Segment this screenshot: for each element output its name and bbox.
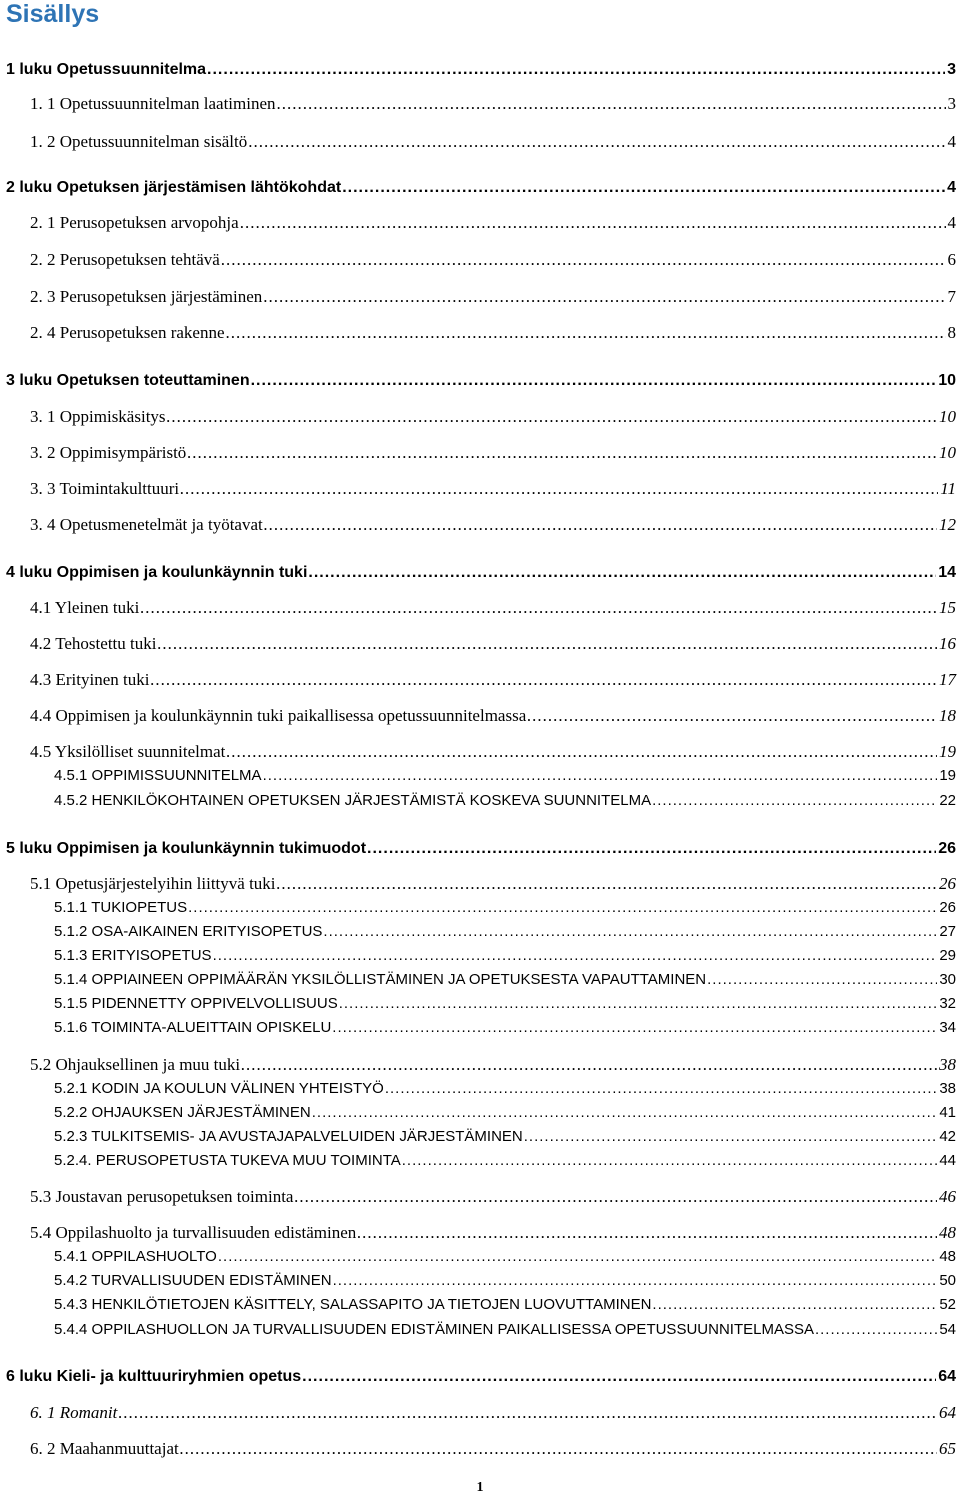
leader-dots <box>157 632 937 656</box>
toc-entry-label: 5.1.4 OPPIAINEEN OPPIMÄÄRÄN YKSILÖLLISTÄMINEN JA OPETUKSESTA VAPAUTTAMINEN <box>54 971 707 988</box>
toc-entry-label: 6. 2 Maahanmuuttajat <box>30 1439 179 1458</box>
toc-entry-3-4[interactable] <box>0 513 960 537</box>
toc-entry-page: 22 <box>939 792 956 809</box>
toc-entry-label: 5.2 Ohjauksellinen ja muu tuki <box>30 1055 241 1074</box>
toc-entry-label: 5.2.2 OHJAUKSEN JÄRJESTÄMINEN <box>54 1104 311 1121</box>
toc-entry-label: 5.4.2 TURVALLISUUDEN EDISTÄMINEN <box>54 1272 332 1289</box>
leader-dots <box>527 704 937 728</box>
toc-entry-page: 3 <box>947 61 956 78</box>
toc-entry-page: 44 <box>939 1152 956 1169</box>
leader-dots <box>707 968 937 992</box>
leader-dots <box>277 92 946 116</box>
toc-entry-5-3[interactable] <box>0 1185 960 1209</box>
toc-entry-page: 8 <box>947 323 956 342</box>
leader-dots <box>180 1437 937 1461</box>
page-number: 1 <box>476 1480 484 1495</box>
toc-entry-page: 7 <box>947 287 956 306</box>
toc-entry-page: 34 <box>939 1019 956 1036</box>
toc-entry-page: 27 <box>939 923 956 940</box>
toc-entry-label: 4.2 Tehostettu tuki <box>30 634 157 653</box>
toc-entry-label: 5.1.3 ERITYISOPETUS <box>54 947 212 964</box>
toc-entry-page: 16 <box>939 634 956 653</box>
toc-entry-page: 4 <box>947 213 956 232</box>
toc-entry-5-4-1[interactable] <box>0 1245 960 1269</box>
toc-entry-5-1-5[interactable] <box>0 992 960 1016</box>
toc-entry-page: 42 <box>939 1128 956 1145</box>
toc-entry-page: 17 <box>939 670 956 689</box>
toc-entry-label: 3. 2 Oppimisympäristö <box>30 443 187 462</box>
toc-entry-5-2-1[interactable] <box>0 1077 960 1101</box>
toc-entry-4-1[interactable] <box>0 596 960 620</box>
toc-entry-chapter-6[interactable] <box>0 1365 960 1389</box>
toc-entry-label: 2. 3 Perusopetuksen järjestäminen <box>30 287 263 306</box>
toc-entry-label: 5.3 Joustavan perusopetuksen toiminta <box>30 1187 294 1206</box>
toc-entry-5-1-4[interactable] <box>0 968 960 992</box>
toc-entry-label: 4.1 Yleinen tuki <box>30 598 140 617</box>
toc-entry-label: 4 luku Oppimisen ja koulunkäynnin tuki <box>6 564 308 581</box>
toc-entry-page: 4 <box>947 132 956 151</box>
toc-entry-label: 5.1.1 TUKIOPETUS <box>54 899 188 916</box>
leader-dots <box>302 1365 936 1389</box>
leader-dots <box>167 405 937 429</box>
toc-entry-page: 19 <box>939 767 956 784</box>
toc-entry-1-2[interactable] <box>0 130 960 154</box>
toc-entry-chapter-5[interactable] <box>0 837 960 861</box>
toc-entry-label: 5.2.4. PERUSOPETUSTA TUKEVA MUU TOIMINTA <box>54 1152 401 1169</box>
toc-entry-2-3[interactable] <box>0 285 960 309</box>
toc-entry-5-2-2[interactable] <box>0 1101 960 1125</box>
toc-entry-page: 10 <box>938 372 956 389</box>
leader-dots <box>652 1293 937 1317</box>
toc-entry-page: 19 <box>939 742 956 761</box>
toc-entry-label: 3. 4 Opetusmenetelmät ja työtavat <box>30 515 263 534</box>
toc-entry-label: 5.2.1 KODIN JA KOULUN VÄLINEN YHTEISTYÖ <box>54 1080 384 1097</box>
toc-entry-page: 4 <box>947 179 956 196</box>
toc-entry-label: 2. 4 Perusopetuksen rakenne <box>30 323 225 342</box>
toc-entry-label: 5.4.4 OPPILASHUOLLON JA TURVALLISUUDEN EDISTÄMINEN PAIKALLISESSA OPETUSSUUNNITELMASSA <box>54 1321 814 1338</box>
leader-dots <box>312 1101 938 1125</box>
leader-dots <box>207 58 945 82</box>
toc-entry-chapter-2[interactable] <box>0 176 960 200</box>
toc-entry-label: 5 luku Oppimisen ja koulunkäynnin tukimuodot <box>6 840 367 857</box>
toc-entry-4-5-1[interactable] <box>0 764 960 788</box>
toc-entry-2-4[interactable] <box>0 321 960 345</box>
toc-entry-label: 3 luku Opetuksen toteuttaminen <box>6 372 250 389</box>
toc-entry-page: 29 <box>939 947 956 964</box>
toc-entry-4-3[interactable] <box>0 668 960 692</box>
toc-entry-4-5-2[interactable] <box>0 789 960 813</box>
toc-entry-label: 2. 1 Perusopetuksen arvopohja <box>30 213 239 232</box>
toc-entry-label: 5.2.3 TULKITSEMIS- JA AVUSTAJAPALVELUIDEN JÄRJESTÄMINEN <box>54 1128 523 1145</box>
toc-entry-page: 38 <box>939 1055 956 1074</box>
toc-entry-5-1-6[interactable] <box>0 1016 960 1040</box>
toc-entry-label: 2 luku Opetuksen järjestämisen lähtökohdat <box>6 179 342 196</box>
toc-entry-5-1[interactable] <box>0 872 960 896</box>
toc-entry-5-4[interactable] <box>0 1221 960 1245</box>
toc-entry-page: 32 <box>939 995 956 1012</box>
toc-entry-3-2[interactable] <box>0 441 960 465</box>
toc-entry-page: 26 <box>939 899 956 916</box>
toc-entry-label: 4.4 Oppimisen ja koulunkäynnin tuki paikallisessa opetussuunnitelmassa <box>30 706 527 725</box>
leader-dots <box>294 1185 937 1209</box>
toc-entry-label: 1 luku Opetussuunnitelma <box>6 61 207 78</box>
leader-dots <box>187 441 937 465</box>
toc-entry-3-1[interactable] <box>0 405 960 429</box>
toc-entry-page: 26 <box>939 874 956 893</box>
toc-entry-label: 5.4.3 HENKILÖTIETOJEN KÄSITTELY, SALASSAPITO JA TIETOJEN LUOVUTTAMINEN <box>54 1296 652 1313</box>
leader-dots <box>251 369 937 393</box>
leader-dots <box>248 130 945 154</box>
toc-entry-label: 5.1.6 TOIMINTA-ALUEITTAIN OPISKELU <box>54 1019 332 1036</box>
toc-entry-page: 54 <box>939 1321 956 1338</box>
toc-entry-label: 1. 2 Opetussuunnitelman sisältö <box>30 132 248 151</box>
leader-dots <box>263 285 945 309</box>
toc-entry-5-4-4[interactable] <box>0 1318 960 1342</box>
leader-dots <box>277 872 937 896</box>
toc-entry-3-3[interactable] <box>0 477 960 501</box>
toc-entry-6-1[interactable] <box>0 1401 960 1425</box>
leader-dots <box>140 596 937 620</box>
leader-dots <box>652 789 937 813</box>
leader-dots <box>339 992 938 1016</box>
leader-dots <box>333 1269 938 1293</box>
toc-entry-page: 52 <box>939 1296 956 1313</box>
leader-dots <box>240 211 946 235</box>
toc-entry-page: 46 <box>939 1187 956 1206</box>
toc-entry-label: 4.5.1 OPPIMISSUUNNITELMA <box>54 767 262 784</box>
toc-entry-page: 64 <box>939 1403 956 1422</box>
toc-entry-label: 5.4 Oppilashuolto ja turvallisuuden edistäminen <box>30 1223 357 1242</box>
leader-dots <box>342 176 945 200</box>
toc-entry-page: 64 <box>938 1368 956 1385</box>
toc-entry-label: 5.1 Opetusjärjestelyihin liittyvä tuki <box>30 874 276 893</box>
leader-dots <box>226 321 946 345</box>
toc-entry-4-2[interactable] <box>0 632 960 656</box>
toc-entry-page: 38 <box>939 1080 956 1097</box>
toc-entry-label: 4.5 Yksilölliset suunnitelmat <box>30 742 226 761</box>
toc-entry-label: 3. 3 Toimintakulttuuri <box>30 479 180 498</box>
leader-dots <box>402 1149 938 1173</box>
toc-entry-page: 12 <box>939 515 956 534</box>
toc-entry-5-1-2[interactable] <box>0 920 960 944</box>
leader-dots <box>118 1401 937 1425</box>
leader-dots <box>213 944 938 968</box>
toc-entry-page: 48 <box>939 1248 956 1265</box>
leader-dots <box>308 561 936 585</box>
toc-entry-label: 3. 1 Oppimiskäsitys <box>30 407 166 426</box>
toc-entry-label: 5.1.5 PIDENNETTY OPPIVELVOLLISUUS <box>54 995 338 1012</box>
leader-dots <box>367 837 936 861</box>
leader-dots <box>150 668 937 692</box>
toc-entry-chapter-1[interactable] <box>0 58 960 82</box>
leader-dots <box>815 1318 937 1342</box>
toc-entry-label: 5.4.1 OPPILASHUOLTO <box>54 1248 217 1265</box>
leader-dots <box>357 1221 937 1245</box>
toc-entry-4-4[interactable] <box>0 704 960 728</box>
page-title: Sisällys <box>6 0 100 28</box>
toc-entry-label: 5.1.2 OSA-AIKAINEN ERITYISOPETUS <box>54 923 323 940</box>
toc-entry-5-2[interactable] <box>0 1053 960 1077</box>
toc-entry-label: 2. 2 Perusopetuksen tehtävä <box>30 250 220 269</box>
leader-dots <box>226 740 937 764</box>
toc-entry-label: 1. 1 Opetussuunnitelman laatiminen <box>30 94 276 113</box>
leader-dots <box>263 764 938 788</box>
toc-entry-page: 26 <box>938 840 956 857</box>
leader-dots <box>218 1245 937 1269</box>
toc-entry-label: 4.5.2 HENKILÖKOHTAINEN OPETUKSEN JÄRJESTÄMISTÄ KOSKEVA SUUNNITELMA <box>54 792 652 809</box>
leader-dots <box>221 248 946 272</box>
leader-dots <box>323 920 937 944</box>
toc-entry-chapter-3[interactable] <box>0 369 960 393</box>
toc-entry-page: 50 <box>939 1272 956 1289</box>
leader-dots <box>385 1077 937 1101</box>
toc-entry-label: 4.3 Erityinen tuki <box>30 670 150 689</box>
toc-entry-chapter-4[interactable] <box>0 561 960 585</box>
leader-dots <box>180 477 938 501</box>
toc-entry-page: 10 <box>939 443 956 462</box>
leader-dots <box>332 1016 937 1040</box>
toc-entry-6-2[interactable] <box>0 1437 960 1461</box>
toc-entry-page: 10 <box>939 407 956 426</box>
toc-entry-page: 18 <box>939 706 956 725</box>
toc-entry-page: 6 <box>947 250 956 269</box>
toc-entry-label: 6 luku Kieli- ja kulttuuriryhmien opetus <box>6 1368 302 1385</box>
toc-entry-page: 48 <box>939 1223 956 1242</box>
toc-entry-1-1[interactable] <box>0 92 960 116</box>
toc-entry-page: 3 <box>947 94 956 113</box>
toc-entry-5-1-1[interactable] <box>0 896 960 920</box>
toc-entry-5-4-2[interactable] <box>0 1269 960 1293</box>
toc-entry-2-2[interactable] <box>0 248 960 272</box>
toc-entry-5-1-3[interactable] <box>0 944 960 968</box>
leader-dots <box>524 1125 938 1149</box>
toc-entry-page: 41 <box>939 1104 956 1121</box>
toc-entry-label: 6. 1 Romanit <box>30 1403 118 1422</box>
leader-dots <box>241 1053 937 1077</box>
toc-entry-2-1[interactable] <box>0 211 960 235</box>
leader-dots <box>264 513 937 537</box>
toc-entry-page: 14 <box>938 564 956 581</box>
toc-entry-page: 15 <box>939 598 956 617</box>
toc-entry-page: 11 <box>940 479 956 498</box>
toc-entry-page: 30 <box>939 971 956 988</box>
toc-entry-4-5[interactable] <box>0 740 960 764</box>
toc-entry-5-2-3[interactable] <box>0 1125 960 1149</box>
toc-entry-5-2-4[interactable] <box>0 1149 960 1173</box>
toc-entry-5-4-3[interactable] <box>0 1293 960 1317</box>
toc-entry-page: 65 <box>939 1439 956 1458</box>
leader-dots <box>188 896 937 920</box>
